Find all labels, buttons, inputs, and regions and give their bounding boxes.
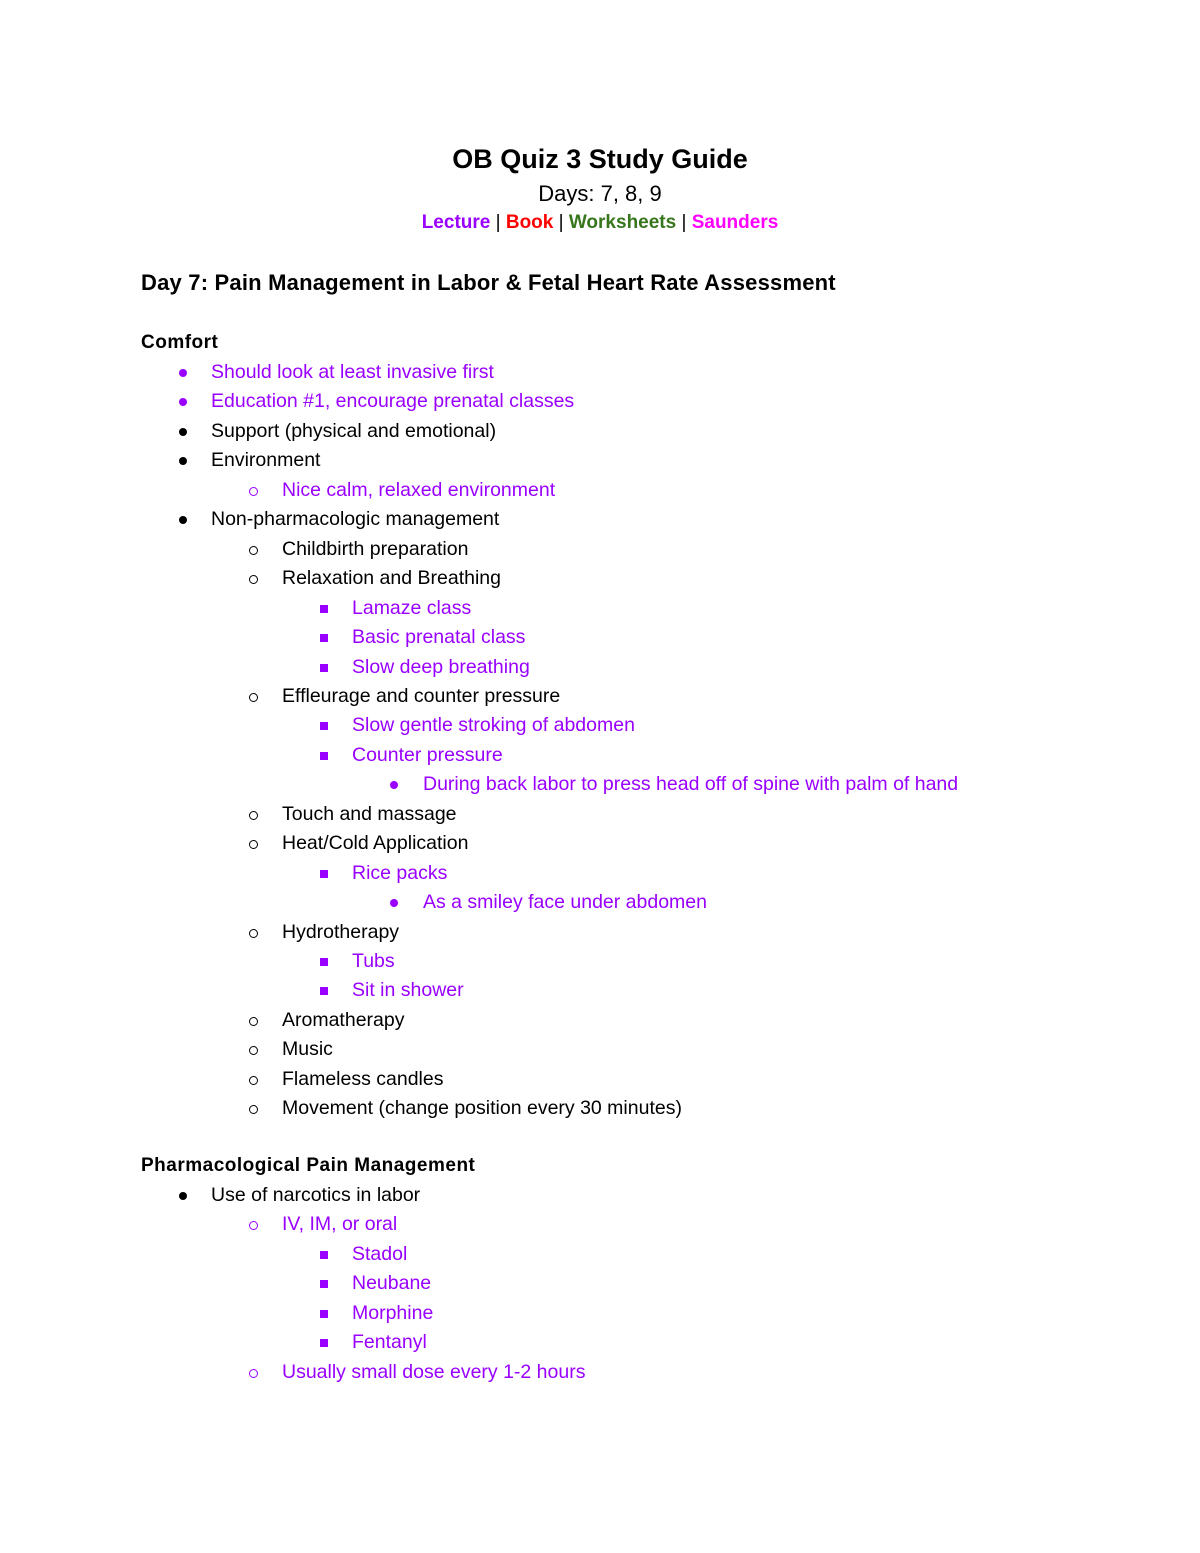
- list-item-text: Effleurage and counter pressure: [282, 685, 561, 707]
- list-item-text: Use of narcotics in labor: [211, 1184, 421, 1206]
- list-item: [179, 1182, 420, 1208]
- hollow-circle-bullet-icon: [249, 1221, 258, 1230]
- list-item-text: Tubs: [352, 950, 395, 972]
- day7-heading: Day 7: Pain Management in Labor & Fetal Heart Rate Assessment: [141, 270, 836, 295]
- list-item-text: During back labor to press head off of spine with palm of hand: [423, 773, 959, 795]
- hollow-circle-bullet-icon: [249, 811, 258, 820]
- hollow-circle-bullet-icon: [249, 1046, 258, 1055]
- legend-book: Book: [505, 212, 554, 233]
- list-item-text: Usually small dose every 1-2 hours: [282, 1361, 586, 1383]
- list-item: [249, 830, 468, 856]
- list-item: [249, 683, 560, 709]
- list-item: [320, 1300, 433, 1326]
- list-item-text: Fentanyl: [352, 1331, 427, 1353]
- square-bullet-icon: [320, 722, 328, 730]
- list-item-text: Education #1, encourage prenatal classes: [211, 390, 575, 412]
- list-item-text: Movement (change position every 30 minutes): [282, 1097, 682, 1119]
- square-bullet-icon: [320, 634, 328, 642]
- hollow-circle-bullet-icon: [249, 929, 258, 938]
- list-item: [249, 1036, 333, 1062]
- square-bullet-icon: [320, 1251, 328, 1259]
- list-item-text: Morphine: [352, 1302, 434, 1324]
- filled-circle-bullet-icon: [179, 398, 187, 406]
- square-bullet-icon: [320, 1310, 328, 1318]
- list-item: [390, 889, 707, 915]
- square-bullet-icon: [320, 752, 328, 760]
- list-item-text: Rice packs: [352, 862, 448, 884]
- filled-circle-bullet-icon: [179, 457, 187, 465]
- list-item-text: Counter pressure: [352, 744, 503, 766]
- filled-circle-bullet-icon: [179, 1192, 187, 1200]
- list-item: [320, 1241, 407, 1267]
- list-item-text: Flameless candles: [282, 1068, 444, 1090]
- list-item: [249, 536, 468, 562]
- list-item: [249, 565, 501, 591]
- list-item: [320, 595, 471, 621]
- list-item: [249, 801, 457, 827]
- filled-circle-bullet-icon: [179, 516, 187, 524]
- hollow-circle-bullet-icon: [249, 840, 258, 849]
- list-item: [249, 477, 555, 503]
- list-item: [320, 860, 447, 886]
- list-item-text: Neubane: [352, 1272, 432, 1294]
- legend-separator: |: [553, 212, 569, 233]
- square-bullet-icon: [320, 870, 328, 878]
- square-bullet-icon: [320, 987, 328, 995]
- list-item: [249, 919, 399, 945]
- legend-saunders: Saunders: [691, 212, 779, 233]
- list-item: [320, 1329, 427, 1355]
- list-item: [179, 388, 574, 414]
- list-item: [320, 1270, 431, 1296]
- list-item: [320, 712, 635, 738]
- list-item-text: Hydrotherapy: [282, 921, 400, 943]
- legend-separator: |: [676, 212, 692, 233]
- list-item-text: Slow deep breathing: [352, 656, 530, 678]
- hollow-circle-bullet-icon: [249, 487, 258, 496]
- list-item-text: Touch and massage: [282, 803, 457, 825]
- list-item: [179, 359, 494, 385]
- list-item: [179, 506, 499, 532]
- list-item-text: IV, IM, or oral: [282, 1213, 398, 1235]
- comfort-section-title: Comfort: [141, 332, 219, 353]
- list-item-text: Aromatherapy: [282, 1009, 405, 1031]
- list-item: [249, 1359, 585, 1385]
- hollow-circle-bullet-icon: [249, 546, 258, 555]
- list-item-text: Stadol: [352, 1243, 408, 1265]
- list-item: [320, 948, 395, 974]
- square-bullet-icon: [320, 1339, 328, 1347]
- list-item: [249, 1095, 682, 1121]
- list-item-text: Childbirth preparation: [282, 538, 469, 560]
- list-item-text: Music: [282, 1038, 333, 1060]
- legend-worksheets: Worksheets: [568, 212, 677, 233]
- list-item: [390, 771, 958, 797]
- square-bullet-icon: [320, 664, 328, 672]
- list-item: [179, 418, 496, 444]
- list-item-text: Relaxation and Breathing: [282, 567, 501, 589]
- days-subtitle: Days: 7, 8, 9: [538, 181, 662, 206]
- hollow-circle-bullet-icon: [249, 1369, 258, 1378]
- hollow-circle-bullet-icon: [249, 575, 258, 584]
- legend-separator: |: [490, 212, 506, 233]
- color-legend: [0, 210, 1200, 236]
- document-title: OB Quiz 3 Study Guide: [452, 144, 748, 174]
- pharm-section-title: Pharmacological Pain Management: [141, 1155, 476, 1176]
- list-item-text: Basic prenatal class: [352, 626, 526, 648]
- list-item-text: Heat/Cold Application: [282, 832, 469, 854]
- list-item: [179, 447, 320, 473]
- hollow-circle-bullet-icon: [249, 1076, 258, 1085]
- list-item: [249, 1211, 397, 1237]
- legend-lecture: Lecture: [421, 212, 491, 233]
- filled-circle-bullet-icon: [390, 781, 398, 789]
- filled-circle-bullet-icon: [179, 428, 187, 436]
- list-item-text: Sit in shower: [352, 979, 464, 1001]
- list-item: [249, 1066, 443, 1092]
- list-item-text: As a smiley face under abdomen: [423, 891, 707, 913]
- hollow-circle-bullet-icon: [249, 693, 258, 702]
- filled-circle-bullet-icon: [179, 369, 187, 377]
- list-item-text: Non-pharmacologic management: [211, 508, 500, 530]
- square-bullet-icon: [320, 1280, 328, 1288]
- list-item: [320, 624, 525, 650]
- list-item-text: Support (physical and emotional): [211, 420, 497, 442]
- list-item: [320, 977, 464, 1003]
- list-item-text: Lamaze class: [352, 597, 472, 619]
- filled-circle-bullet-icon: [390, 899, 398, 907]
- list-item: [320, 742, 503, 768]
- list-item-text: Environment: [211, 449, 321, 471]
- list-item-text: Nice calm, relaxed environment: [282, 479, 556, 501]
- list-item: [249, 1007, 404, 1033]
- hollow-circle-bullet-icon: [249, 1017, 258, 1026]
- list-item-text: Slow gentle stroking of abdomen: [352, 714, 635, 736]
- list-item: [320, 654, 530, 680]
- square-bullet-icon: [320, 605, 328, 613]
- list-item-text: Should look at least invasive first: [211, 361, 494, 383]
- hollow-circle-bullet-icon: [249, 1105, 258, 1114]
- square-bullet-icon: [320, 958, 328, 966]
